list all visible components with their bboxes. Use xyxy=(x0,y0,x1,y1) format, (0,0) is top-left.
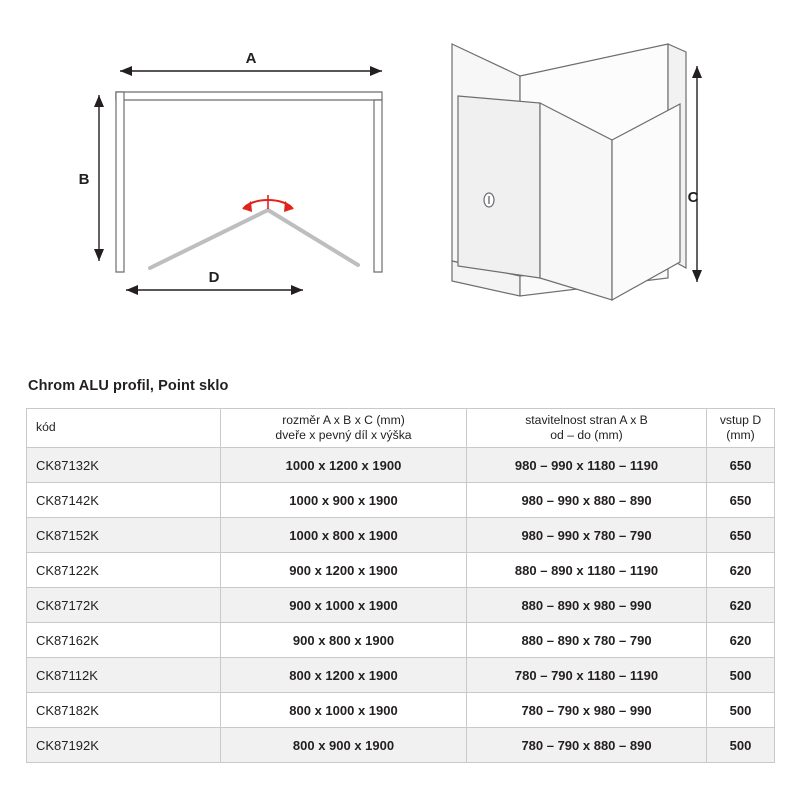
table-title: Chrom ALU profil, Point sklo xyxy=(28,378,229,394)
column-header-adjust-line2: od – do (mm) xyxy=(550,428,623,442)
cell-adjust: 780 – 790 x 1180 – 1190 xyxy=(467,658,707,693)
cell-adjust: 780 – 790 x 880 – 890 xyxy=(467,728,707,763)
dimension-a xyxy=(120,66,382,76)
column-header-adjust-line1: stavitelnost stran A x B xyxy=(525,412,648,427)
cell-size: 800 x 1000 x 1900 xyxy=(221,693,467,728)
column-header-entry-line1: vstup D xyxy=(719,412,762,427)
spec-table xyxy=(26,408,775,763)
table-row xyxy=(27,483,775,518)
cell-adjust: 880 – 890 x 780 – 790 xyxy=(467,623,707,658)
table-row xyxy=(27,623,775,658)
column-header-adjust xyxy=(467,409,707,448)
dimension-c xyxy=(692,66,702,282)
technical-drawing xyxy=(0,0,800,352)
cell-code: CK87112K xyxy=(27,658,221,693)
label-c: C xyxy=(687,189,699,206)
cell-code: CK87152K xyxy=(27,518,221,553)
right-wall xyxy=(374,100,382,272)
cell-size: 900 x 800 x 1900 xyxy=(221,623,467,658)
spec-table-section xyxy=(26,378,774,763)
column-header-entry xyxy=(707,409,775,448)
cell-adjust: 980 – 990 x 880 – 890 xyxy=(467,483,707,518)
column-header-size-line1: rozměr A x B x C (mm) xyxy=(282,412,405,427)
cell-entry: 620 xyxy=(707,623,775,658)
column-header-entry-line2: (mm) xyxy=(726,428,755,442)
cell-entry: 500 xyxy=(707,693,775,728)
table-row xyxy=(27,518,775,553)
cell-size: 800 x 900 x 1900 xyxy=(221,728,467,763)
table-row xyxy=(27,553,775,588)
table-header-row xyxy=(27,409,775,448)
cell-entry: 620 xyxy=(707,588,775,623)
cell-size: 800 x 1200 x 1900 xyxy=(221,658,467,693)
cell-code: CK87192K xyxy=(27,728,221,763)
dimension-b xyxy=(94,95,104,261)
perspective-view-shower-enclosure-icon xyxy=(452,44,686,300)
cell-adjust: 880 – 890 x 1180 – 1190 xyxy=(467,553,707,588)
top-panel xyxy=(116,92,382,100)
table-header xyxy=(27,409,775,448)
cell-adjust: 780 – 790 x 980 – 990 xyxy=(467,693,707,728)
cell-code: CK87142K xyxy=(27,483,221,518)
label-b: B xyxy=(78,171,90,188)
cell-size: 1000 x 1200 x 1900 xyxy=(221,448,467,483)
cell-size: 1000 x 800 x 1900 xyxy=(221,518,467,553)
table-row xyxy=(27,448,775,483)
table-row xyxy=(27,588,775,623)
cell-entry: 500 xyxy=(707,658,775,693)
table-row xyxy=(27,728,775,763)
cell-entry: 620 xyxy=(707,553,775,588)
technical-drawing-svg xyxy=(0,0,800,352)
cell-entry: 650 xyxy=(707,518,775,553)
table-row xyxy=(27,658,775,693)
cell-size: 900 x 1000 x 1900 xyxy=(221,588,467,623)
cell-adjust: 980 – 990 x 1180 – 1190 xyxy=(467,448,707,483)
cell-adjust: 880 – 890 x 980 – 990 xyxy=(467,588,707,623)
cell-code: CK87162K xyxy=(27,623,221,658)
cell-size: 900 x 1200 x 1900 xyxy=(221,553,467,588)
cell-code: CK87182K xyxy=(27,693,221,728)
folding-door-leaves xyxy=(150,210,358,268)
column-header-size-line2: dveře x pevný díl x výška xyxy=(275,428,412,442)
cell-code: CK87172K xyxy=(27,588,221,623)
label-d: D xyxy=(208,269,220,286)
cell-code: CK87122K xyxy=(27,553,221,588)
cell-size: 1000 x 900 x 1900 xyxy=(221,483,467,518)
door-handle-icon xyxy=(484,193,494,207)
cell-entry: 500 xyxy=(707,728,775,763)
label-a: A xyxy=(245,50,257,67)
cell-entry: 650 xyxy=(707,483,775,518)
top-view-shower-enclosure-icon xyxy=(94,66,382,295)
column-header-size xyxy=(221,409,467,448)
left-wall xyxy=(116,92,124,272)
cell-code: CK87132K xyxy=(27,448,221,483)
column-header-code: kód xyxy=(27,409,221,448)
table-body xyxy=(27,448,775,763)
dimension-d xyxy=(126,285,303,295)
cell-adjust: 980 – 990 x 780 – 790 xyxy=(467,518,707,553)
cell-entry: 650 xyxy=(707,448,775,483)
table-row xyxy=(27,693,775,728)
